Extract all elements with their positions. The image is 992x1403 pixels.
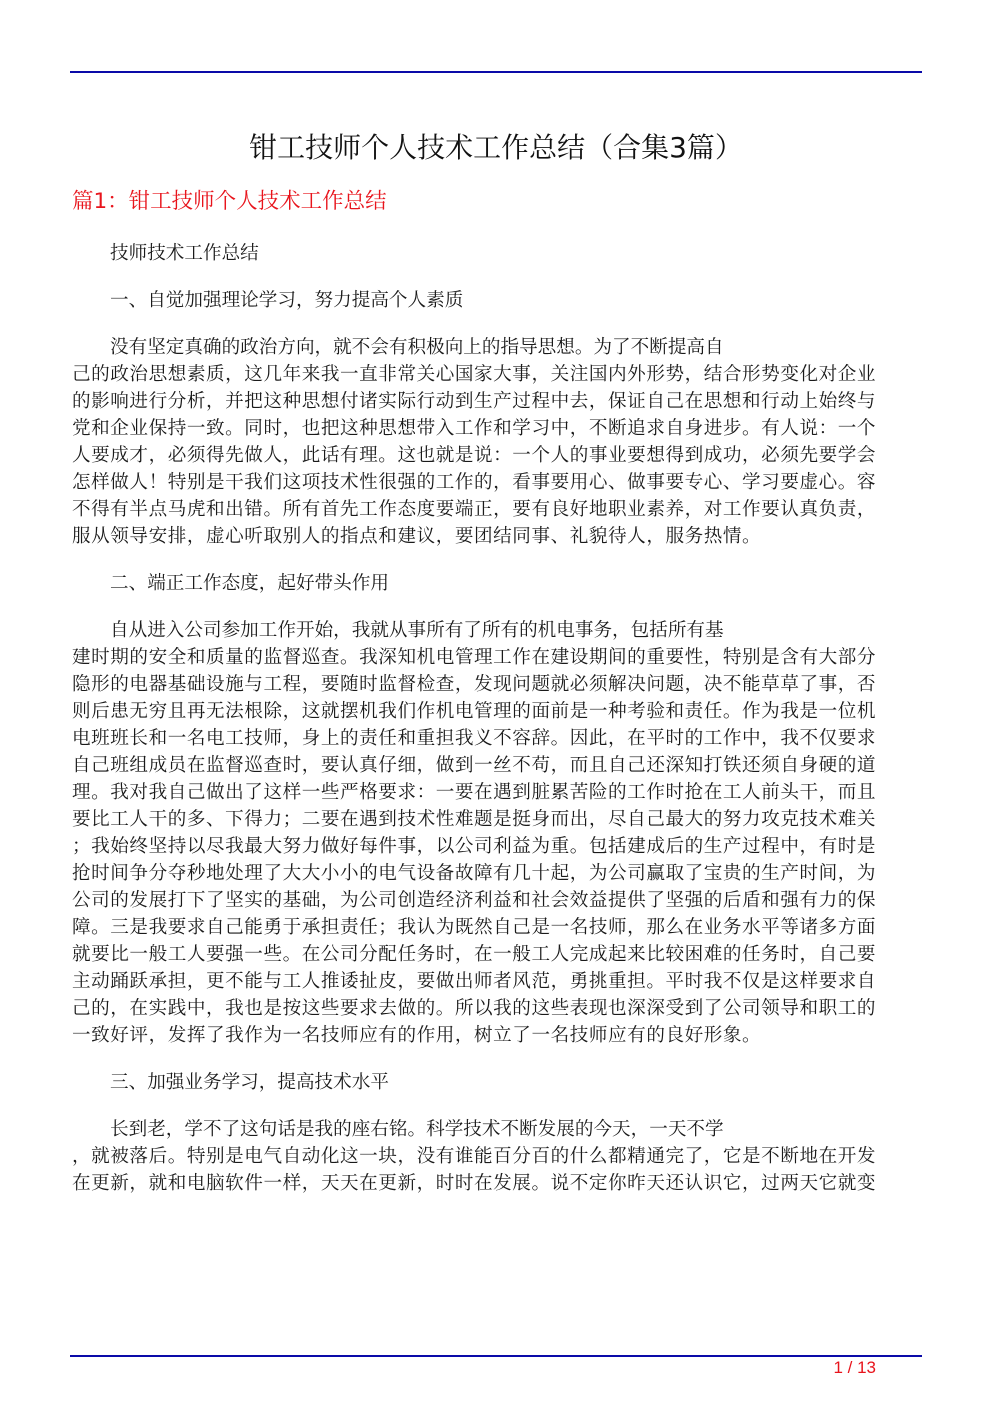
paragraph-line: 就要比一般工人要强一些。在公司分配任务时，在一般工人完成起来比较困难的任务时，自己要 — [72, 944, 877, 965]
section-heading-2: 二、端正工作态度，起好带头作用 — [110, 573, 389, 594]
paragraph-line: 党和企业保持一致。同时，也把这种思想带入工作和学习中，不断追求自身进步。有人说：一个 — [72, 418, 877, 439]
paragraph-line: 人要成才，必须得先做人，此话有理。这也就是说：一个人的事业要想得到成功，必须先要学会 — [72, 445, 877, 466]
section-heading-1: 一、自觉加强理论学习，努力提高个人素质 — [110, 290, 464, 311]
paragraph-line: 一致好评，发挥了我作为一名技师应有的作用，树立了一名技师应有的良好形象。 — [72, 1025, 762, 1046]
paragraph-line: 障。三是我要求自己能勇于承担责任；我认为既然自己是一名技师，那么在业务水平等诸多方面 — [72, 917, 877, 938]
paragraph-line: 隐形的电器基础设施与工程，要随时监督检查，发现问题就必须解决问题，决不能草草了事，否 — [72, 674, 877, 695]
paragraph-line: 公司的发展打下了坚实的基础，为公司创造经济利益和社会效益提供了坚强的后盾和强有力的保 — [72, 890, 877, 911]
paragraph-line: 电班班长和一名电工技师，身上的责任和重担我义不容辞。因此，在平时的工作中，我不仅要求 — [72, 728, 877, 749]
paragraph-3 — [72, 1116, 914, 1197]
paragraph-line: ，就被落后。特别是电气自动化这一块，没有谁能百分百的什么都精通完了，它是不断地在开发 — [72, 1146, 877, 1167]
header-rule — [70, 71, 922, 73]
section-heading-3: 三、加强业务学习，提高技术水平 — [110, 1072, 389, 1093]
paragraph-line: 理。我对我自己做出了这样一些严格要求：一要在遇到脏累苦险的工作时抢在工人前头干，而且 — [72, 782, 877, 803]
paragraph-line: 则后患无穷且再无法根除，这就摆机我们作机电管理的面前是一种考验和责任。作为我是一位机 — [72, 701, 877, 722]
paragraph-line: 抢时间争分夺秒地处理了大大小小的电气设备故障有几十起，为公司赢取了宝贵的生产时间，为 — [72, 863, 877, 884]
paragraph-line: 自从进入公司参加工作开始，我就从事所有了所有的机电事务，包括所有基 — [110, 620, 724, 641]
paragraph-line: 建时期的安全和质量的监督巡查。我深知机电管理工作在建设期间的重要性，特别是含有大部分 — [72, 647, 877, 668]
document-title: 钳工技师个人技术工作总结（合集3篇） — [249, 131, 743, 164]
paragraph-line: 己的政治思想素质，这几年来我一直非常关心国家大事，关注国内外形势，结合形势变化对企业 — [72, 364, 877, 385]
paragraph-1 — [72, 334, 914, 550]
paragraph-line: 怎样做人！特别是干我们这项技术性很强的工作的，看事要用心、做事要专心、学习要虚心。容 — [72, 472, 877, 493]
paragraph-line: 长到老，学不了这句话是我的座右铭。科学技术不断发展的今天，一天不学 — [110, 1119, 724, 1140]
paragraph-line: 在更新，就和电脑软件一样，天天在更新，时时在发展。说不定你昨天还认识它，过两天它就变 — [72, 1173, 877, 1194]
paragraph-line: 主动踊跃承担，更不能与工人推诿扯皮，要做出师者风范，勇挑重担。平时我不仅是这样要求自 — [72, 971, 877, 992]
page-number: 1 / 13 — [833, 1358, 876, 1377]
subheading: 技师技术工作总结 — [110, 243, 259, 264]
paragraph-line: 不得有半点马虎和出错。所有首先工作态度要端正，要有良好地职业素养，对工作要认真负责， — [72, 499, 877, 520]
paragraph-2 — [72, 617, 914, 1049]
paragraph-line: 服从领导安排，虚心听取别人的指点和建议，要团结同事、礼貌待人，服务热情。 — [72, 526, 762, 547]
paragraph-line: 自己班组成员在监督巡查时，要认真仔细，做到一丝不苟，而且自己还深知打铁还须自身硬的道 — [72, 755, 877, 776]
paragraph-line: 己的，在实践中，我也是按这些要求去做的。所以我的这些表现也深深受到了公司领导和职工的 — [72, 998, 877, 1019]
paragraph-line: 要比工人干的多、下得力；二要在遇到技术性难题是挺身而出，尽自己最大的努力攻克技术难关 — [72, 809, 877, 830]
section-title: 篇1：钳工技师个人技术工作总结 — [72, 189, 387, 214]
paragraph-line: 没有坚定真确的政治方向，就不会有积极向上的指导思想。为了不断提高自 — [110, 337, 724, 358]
paragraph-line: 的影响进行分析，并把这种思想付诸实际行动到生产过程中去，保证自己在思想和行动上始终与 — [72, 391, 877, 412]
paragraph-line: ；我始终坚持以尽我最大努力做好每件事，以公司利益为重。包括建成后的生产过程中，有时是 — [72, 836, 877, 857]
footer-rule — [70, 1355, 922, 1357]
document-body — [72, 240, 914, 1197]
